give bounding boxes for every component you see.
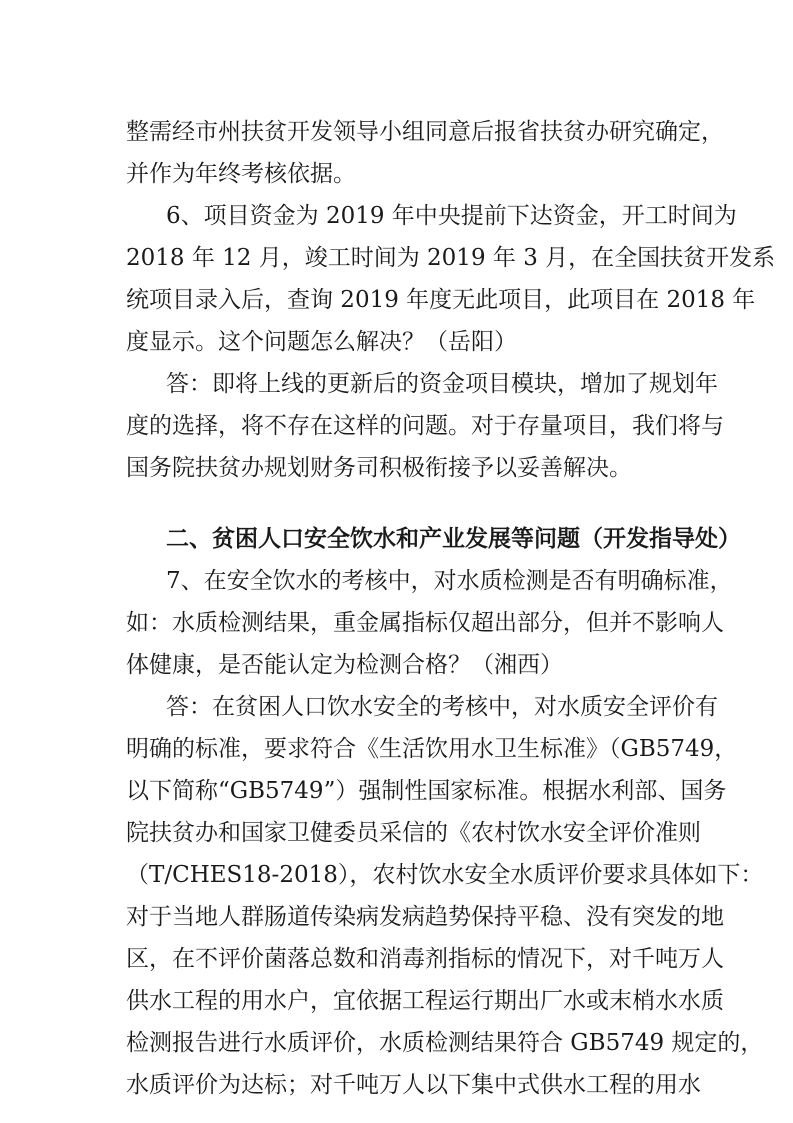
paragraph-line: 水质评价为达标；对千吨万人以下集中式供水工程的用水: [126, 1072, 701, 1098]
paragraph-line: 整需经市州扶贫开发领导小组同意后报省扶贫办研究确定，: [126, 119, 724, 145]
paragraph-line: 检测报告进行水质评价，水质检测结果符合 GB5749 规定的，: [126, 1030, 764, 1056]
paragraph-line: 度显示。这个问题怎么解决？（岳阳）: [126, 329, 517, 355]
paragraph-line: 体健康，是否能认定为检测合格？（湘西）: [126, 652, 563, 678]
answer-line: 答：在贫困人口饮水安全的考核中，对水质安全评价有: [166, 694, 718, 720]
paragraph-line: 统项目录入后，查询 2019 年度无此项目，此项目在 2018 年: [126, 287, 756, 313]
paragraph-line: （T/CHES18-2018），农村饮水安全水质评价要求具体如下：: [126, 862, 764, 888]
paragraph-line: 明确的标准，要求符合《生活饮用水卫生标准》（GB5749，: [126, 736, 738, 762]
paragraph-line: 以下简称“GB5749”）强制性国家标准。根据水利部、国务: [126, 778, 727, 804]
paragraph-line: 如：水质检测结果，重金属指标仅超出部分，但并不影响人: [126, 610, 724, 636]
section-heading: 二、贫困人口安全饮水和产业发展等问题（开发指导处）: [166, 526, 741, 552]
paragraph-line: 区，在不评价菌落总数和消毒剂指标的情况下，对千吨万人: [126, 946, 724, 972]
paragraph-line: 国务院扶贫办规划财务司积极衔接予以妥善解决。: [126, 455, 632, 481]
paragraph-line: 对于当地人群肠道传染病发病趋势保持平稳、没有突发的地: [126, 904, 724, 930]
paragraph-line: 供水工程的用水户，宜依据工程运行期出厂水或末梢水水质: [126, 988, 724, 1014]
paragraph-line: 度的选择，将不存在这样的问题。对于存量项目，我们将与: [126, 413, 724, 439]
paragraph-line: 2018 年 12 月，竣工时间为 2019 年 3 月，在全国扶贫开发系: [126, 245, 776, 271]
paragraph-line: 并作为年终考核依据。: [126, 161, 356, 187]
question-7-line: 7、在安全饮水的考核中，对水质检测是否有明确标准，: [166, 568, 733, 594]
answer-line: 答：即将上线的更新后的资金项目模块，增加了规划年: [166, 371, 718, 397]
question-6-line: 6、项目资金为 2019 年中央提前下达资金，开工时间为: [166, 203, 737, 229]
paragraph-line: 院扶贫办和国家卫健委员采信的《农村饮水安全评价准则: [126, 820, 701, 846]
